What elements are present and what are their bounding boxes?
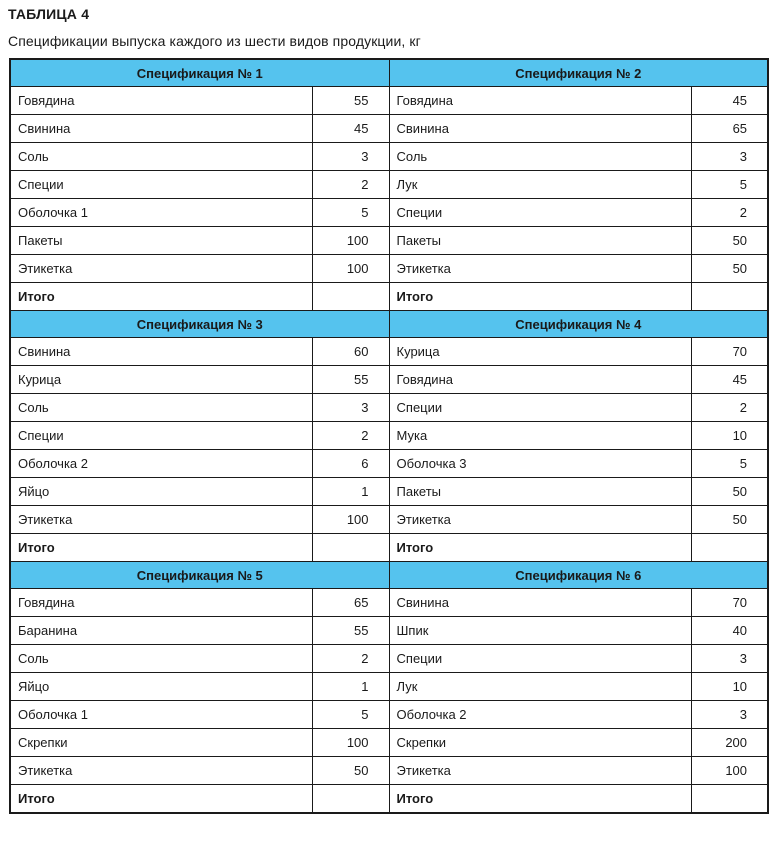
table-row: [10, 617, 768, 645]
total-value: [691, 534, 768, 562]
spec-title: Спецификация № 2: [389, 59, 768, 87]
table-row: [10, 338, 768, 366]
table-row: [10, 757, 768, 785]
table-row: [10, 87, 768, 115]
ingredient-name: Соль: [10, 143, 312, 171]
ingredient-name: Этикетка: [389, 255, 691, 283]
ingredient-quantity: 5: [312, 199, 389, 227]
spec-title: Спецификация № 5: [10, 562, 389, 589]
ingredient-quantity: 100: [312, 227, 389, 255]
total-value: [312, 283, 389, 311]
spec-header-row: [10, 59, 768, 87]
ingredient-quantity: 5: [691, 171, 768, 199]
ingredient-name: Говядина: [389, 366, 691, 394]
total-value: [312, 785, 389, 814]
total-row: [10, 283, 768, 311]
specifications-table-body: [10, 59, 768, 813]
table-row: [10, 478, 768, 506]
ingredient-name: Пакеты: [10, 227, 312, 255]
ingredient-quantity: 70: [691, 589, 768, 617]
table-row: [10, 366, 768, 394]
ingredient-name: Говядина: [389, 87, 691, 115]
ingredient-name: Специи: [389, 645, 691, 673]
spec-title: Спецификация № 6: [389, 562, 768, 589]
table-row: [10, 394, 768, 422]
ingredient-quantity: 55: [312, 366, 389, 394]
table-row: [10, 701, 768, 729]
ingredient-quantity: 200: [691, 729, 768, 757]
total-row: [10, 785, 768, 814]
ingredient-quantity: 10: [691, 422, 768, 450]
ingredient-name: Свинина: [10, 338, 312, 366]
ingredient-name: Яйцо: [10, 478, 312, 506]
ingredient-name: Лук: [389, 171, 691, 199]
ingredient-quantity: 60: [312, 338, 389, 366]
ingredient-quantity: 40: [691, 617, 768, 645]
table-row: [10, 171, 768, 199]
table-subtitle: Спецификации выпуска каждого из шести видов продукции, кг: [8, 33, 421, 49]
ingredient-name: Оболочка 2: [389, 701, 691, 729]
total-label: Итого: [389, 785, 691, 814]
table-row: [10, 422, 768, 450]
ingredient-quantity: 65: [312, 589, 389, 617]
table-title: ТАБЛИЦА 4: [8, 6, 90, 22]
total-label: Итого: [10, 534, 312, 562]
specifications-table: [9, 58, 769, 814]
ingredient-quantity: 5: [312, 701, 389, 729]
ingredient-quantity: 100: [312, 729, 389, 757]
ingredient-name: Шпик: [389, 617, 691, 645]
ingredient-quantity: 3: [691, 143, 768, 171]
ingredient-name: Этикетка: [10, 255, 312, 283]
total-label: Итого: [10, 283, 312, 311]
ingredient-name: Говядина: [10, 87, 312, 115]
ingredient-quantity: 6: [312, 450, 389, 478]
table-row: [10, 589, 768, 617]
ingredient-name: Соль: [389, 143, 691, 171]
ingredient-quantity: 100: [691, 757, 768, 785]
ingredient-quantity: 50: [312, 757, 389, 785]
total-row: [10, 534, 768, 562]
ingredient-name: Оболочка 3: [389, 450, 691, 478]
ingredient-name: Оболочка 1: [10, 701, 312, 729]
table-row: [10, 115, 768, 143]
table-row: [10, 506, 768, 534]
ingredient-name: Пакеты: [389, 478, 691, 506]
ingredient-quantity: 2: [312, 645, 389, 673]
ingredient-quantity: 3: [691, 645, 768, 673]
ingredient-quantity: 2: [312, 422, 389, 450]
ingredient-name: Специи: [10, 422, 312, 450]
table-row: [10, 673, 768, 701]
ingredient-quantity: 100: [312, 255, 389, 283]
ingredient-name: Оболочка 1: [10, 199, 312, 227]
total-label: Итого: [10, 785, 312, 814]
ingredient-name: Баранина: [10, 617, 312, 645]
ingredient-quantity: 50: [691, 478, 768, 506]
ingredient-quantity: 70: [691, 338, 768, 366]
ingredient-name: Специи: [10, 171, 312, 199]
ingredient-quantity: 3: [312, 394, 389, 422]
ingredient-quantity: 3: [312, 143, 389, 171]
ingredient-name: Этикетка: [389, 757, 691, 785]
spec-title: Спецификация № 4: [389, 311, 768, 338]
ingredient-name: Скрепки: [389, 729, 691, 757]
ingredient-name: Курица: [10, 366, 312, 394]
ingredient-name: Специи: [389, 199, 691, 227]
spec-title: Спецификация № 1: [10, 59, 389, 87]
ingredient-name: Скрепки: [10, 729, 312, 757]
ingredient-name: Мука: [389, 422, 691, 450]
table-row: [10, 729, 768, 757]
total-label: Итого: [389, 283, 691, 311]
ingredient-name: Оболочка 2: [10, 450, 312, 478]
ingredient-name: Лук: [389, 673, 691, 701]
total-value: [312, 534, 389, 562]
ingredient-name: Пакеты: [389, 227, 691, 255]
ingredient-quantity: 1: [312, 478, 389, 506]
ingredient-quantity: 2: [312, 171, 389, 199]
ingredient-quantity: 100: [312, 506, 389, 534]
ingredient-name: Свинина: [389, 589, 691, 617]
ingredient-name: Специи: [389, 394, 691, 422]
spec-title: Спецификация № 3: [10, 311, 389, 338]
ingredient-quantity: 10: [691, 673, 768, 701]
ingredient-name: Этикетка: [10, 506, 312, 534]
total-value: [691, 785, 768, 814]
ingredient-quantity: 3: [691, 701, 768, 729]
total-label: Итого: [389, 534, 691, 562]
ingredient-name: Свинина: [389, 115, 691, 143]
table-row: [10, 645, 768, 673]
table-row: [10, 227, 768, 255]
ingredient-quantity: 50: [691, 506, 768, 534]
ingredient-name: Яйцо: [10, 673, 312, 701]
spec-header-row: [10, 562, 768, 589]
ingredient-name: Курица: [389, 338, 691, 366]
ingredient-quantity: 5: [691, 450, 768, 478]
ingredient-name: Этикетка: [389, 506, 691, 534]
ingredient-quantity: 55: [312, 87, 389, 115]
ingredient-name: Соль: [10, 394, 312, 422]
table-row: [10, 143, 768, 171]
ingredient-quantity: 50: [691, 227, 768, 255]
table-row: [10, 199, 768, 227]
ingredient-quantity: 55: [312, 617, 389, 645]
ingredient-quantity: 45: [691, 87, 768, 115]
ingredient-quantity: 45: [691, 366, 768, 394]
ingredient-quantity: 1: [312, 673, 389, 701]
table-row: [10, 450, 768, 478]
spec-header-row: [10, 311, 768, 338]
ingredient-quantity: 65: [691, 115, 768, 143]
ingredient-name: Соль: [10, 645, 312, 673]
ingredient-quantity: 50: [691, 255, 768, 283]
total-value: [691, 283, 768, 311]
ingredient-name: Свинина: [10, 115, 312, 143]
ingredient-quantity: 2: [691, 199, 768, 227]
ingredient-quantity: 2: [691, 394, 768, 422]
table-row: [10, 255, 768, 283]
ingredient-name: Этикетка: [10, 757, 312, 785]
ingredient-quantity: 45: [312, 115, 389, 143]
ingredient-name: Говядина: [10, 589, 312, 617]
